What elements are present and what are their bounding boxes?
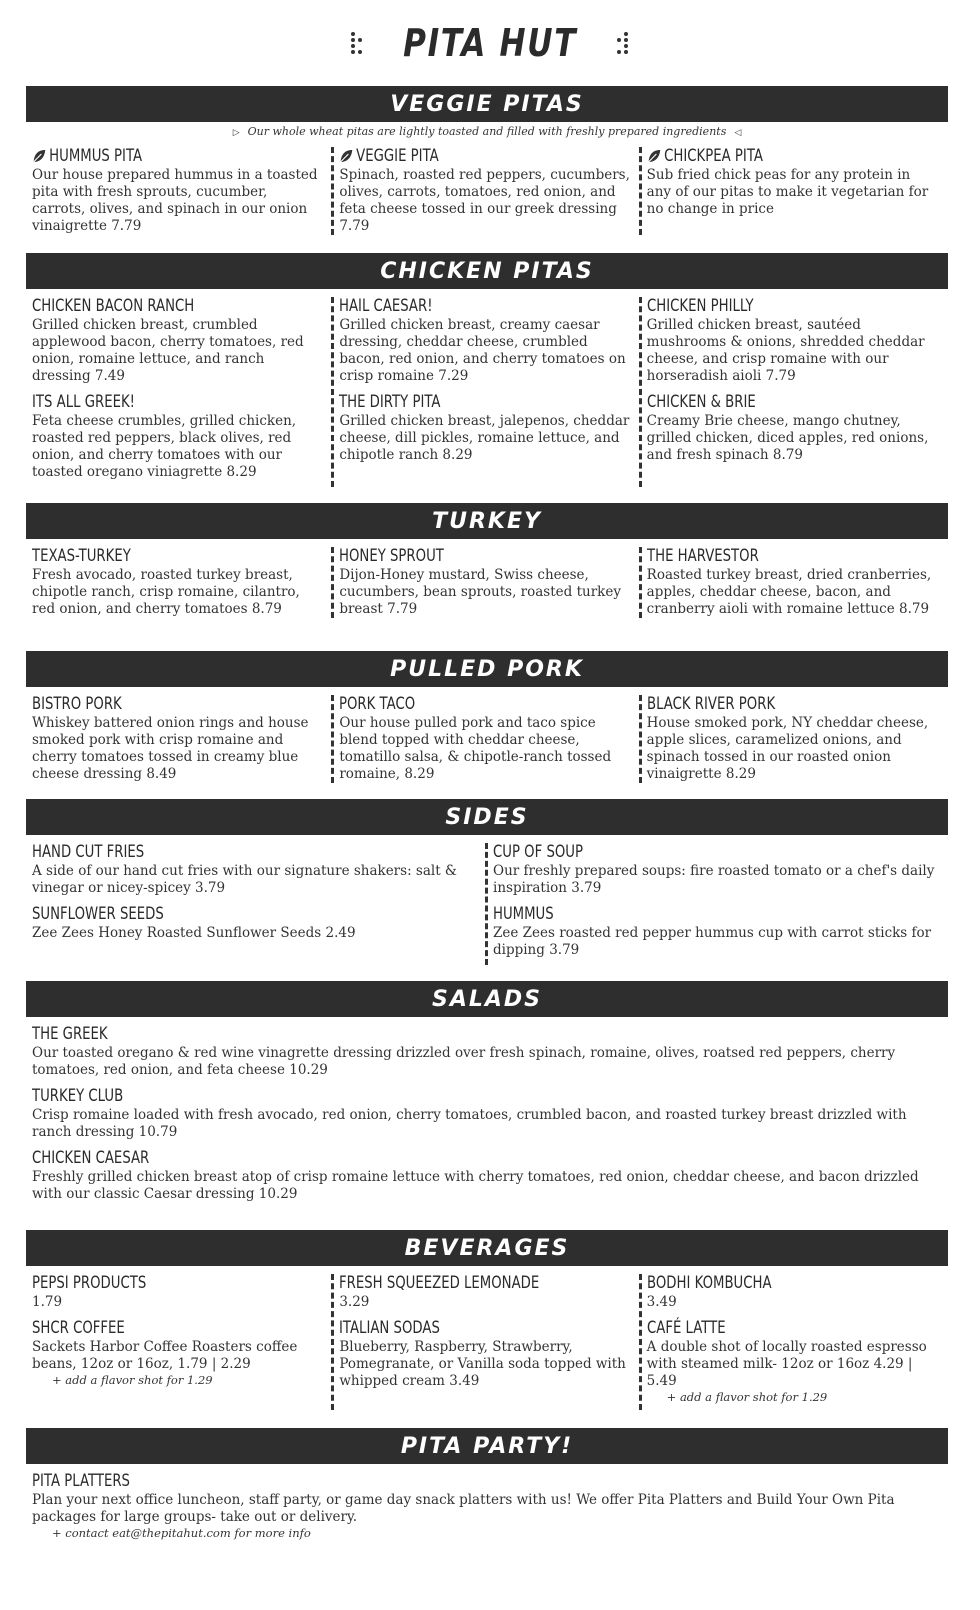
leaf-icon [339, 149, 353, 163]
menu-column [641, 1266, 948, 1414]
arrow-left-icon: ◁ [734, 128, 742, 138]
item-description: Our freshly prepared soups: fire roasted tomato or a chef's daily inspiration 3.79 [493, 863, 935, 896]
item-description: Spinach, roasted red peppers, cucumbers, olives, carrots, tomatoes, red onion, and feta cheese tossed in our greek dressing 7.79 [339, 167, 630, 234]
section-veggie-pitas [26, 86, 948, 239]
menu-column [487, 835, 948, 969]
section-beverages [26, 1230, 948, 1414]
leaf-icon [32, 149, 46, 163]
item-name: CAFÉ LATTE [646, 1318, 726, 1338]
item-name: THE HARVESTOR [646, 546, 759, 566]
item-name: BLACK RIVER PORK [646, 694, 775, 714]
menu-item [647, 1272, 938, 1311]
menu-column [26, 1266, 333, 1414]
menu-item [333, 139, 640, 239]
item-description: A double shot of locally roasted espresso with steamed milk- 12oz or 16oz 4.29 | 5.49 [646, 1339, 927, 1389]
menu-item [339, 295, 630, 385]
item-description: 3.49 [646, 1294, 677, 1310]
item-name: CUP OF SOUP [493, 842, 584, 862]
dots-ornament-icon [610, 32, 629, 54]
item-description: Blueberry, Raspberry, Strawberry, Pomegranate, or Vanilla soda topped with whipped cream 3.49 [339, 1339, 626, 1389]
item-name: TEXAS-TURKEY [32, 546, 131, 566]
leaf-icon [647, 149, 661, 163]
menu-item [333, 539, 640, 622]
item-name: HUMMUS [493, 904, 554, 924]
item-name: PORK TACO [339, 694, 416, 714]
menu-item [339, 1317, 630, 1390]
item-name: SHCR COFFEE [32, 1318, 125, 1338]
menu-item [493, 841, 938, 897]
menu-item [32, 1147, 938, 1203]
section-banner: TURKEY [26, 503, 948, 539]
menu-item [32, 391, 323, 481]
item-note: + add a flavor shot for 1.29 [666, 1390, 828, 1404]
item-description: Roasted turkey breast, dried cranberries, apples, cheddar cheese, bacon, and cranberry aioli with romaine lettuce 8.79 [646, 567, 932, 617]
menu-item [26, 1464, 948, 1544]
item-description: Grilled chicken breast, sautéed mushrooms & onions, shredded cheddar cheese, and crisp romaine with our horseradish aioli 7.79 [646, 317, 925, 384]
arrow-right-icon: ▷ [232, 128, 240, 138]
section-sides [26, 799, 948, 969]
menu-item [647, 295, 938, 385]
dots-ornament-icon [351, 32, 370, 54]
page-title: PITA HUT [403, 21, 577, 65]
menu-item [339, 1272, 630, 1311]
menu-column [333, 289, 640, 491]
item-name: FRESH SQUEEZED LEMONADE [339, 1273, 540, 1293]
menu-item [26, 139, 333, 239]
menu-item [32, 1023, 938, 1079]
item-description: Fresh avocado, roasted turkey breast, chipotle ranch, crisp romaine, cilantro, red onion, and cherry tomatoes 8.79 [32, 567, 300, 617]
item-name: CHICKPEA PITA [647, 145, 874, 167]
menu-item [493, 903, 938, 959]
menu-column [26, 835, 487, 969]
section-subtitle: ▷ Our whole wheat pitas are lightly toasted and filled with freshly prepared ingredients ◁ [232, 125, 742, 138]
item-name: CHICKEN & BRIE [646, 392, 756, 412]
section-banner: BEVERAGES [26, 1230, 948, 1266]
item-description: Our house prepared hummus in a toasted pita with fresh sprouts, cucumber, carrots, olives, and spinach in our onion vinaigrette 7.79 [32, 167, 318, 234]
menu-item [647, 391, 938, 464]
item-description: Zee Zees roasted red pepper hummus cup with carrot sticks for dipping 3.79 [493, 925, 932, 958]
menu-item [32, 1272, 323, 1311]
item-description: A side of our hand cut fries with our signature shakers: salt & vinegar or nicey-spicey 3.79 [32, 863, 457, 896]
menu-item [32, 1085, 938, 1141]
item-description: Plan your next office luncheon, staff party, or game day snack platters with us! We offer Pita Platters and Build Your Own Pita packages for large groups- take out or delivery. [32, 1492, 895, 1525]
item-name: CHICKEN CAESAR [32, 1148, 150, 1168]
item-description: 1.79 [32, 1294, 63, 1310]
item-description: Grilled chicken breast, creamy caesar dressing, cheddar cheese, crumbled bacon, red onion, and cherry tomatoes on crisp romaine 7.29 [339, 317, 626, 384]
item-description: Zee Zees Honey Roasted Sunflower Seeds 2.49 [32, 925, 356, 941]
item-description: Crisp romaine loaded with fresh avocado, red onion, cherry tomatoes, crumbled bacon, and roasted turkey breast drizzled with ranch dressing 10.79 [32, 1107, 907, 1140]
menu-column [333, 1266, 640, 1414]
menu-item [32, 295, 323, 385]
item-description: Grilled chicken breast, crumbled applewood bacon, cherry tomatoes, red onion, romaine lettuce, and ranch dressing 7.49 [32, 317, 304, 384]
item-name: HAIL CAESAR! [339, 296, 433, 316]
section-salads [26, 981, 948, 1213]
item-description: Sackets Harbor Coffee Roasters coffee beans, 12oz or 16oz, 1.79 | 2.29 [32, 1339, 298, 1372]
menu-column [641, 289, 948, 491]
item-description: Dijon-Honey mustard, Swiss cheese, cucumbers, bean sprouts, roasted turkey breast 7.79 [339, 567, 621, 617]
item-name: THE DIRTY PITA [339, 392, 441, 412]
item-description: 3.29 [339, 1294, 370, 1310]
item-name: TURKEY CLUB [32, 1086, 124, 1106]
menu-item [339, 391, 630, 464]
item-name: PEPSI PRODUCTS [32, 1273, 147, 1293]
section-banner: CHICKEN PITAS [26, 253, 948, 289]
item-name: CHICKEN BACON RANCH [32, 296, 195, 316]
item-description: Whiskey battered onion rings and house smoked pork with crisp romaine and cherry tomatoes tossed in creamy blue cheese dressing 8.49 [32, 715, 309, 782]
menu-item [641, 539, 948, 622]
item-description: Grilled chicken breast, jalepenos, cheddar cheese, dill pickles, romaine lettuce, and chipotle ranch 8.29 [339, 413, 630, 463]
item-description: House smoked pork, NY cheddar cheese, apple slices, caramelized onions, and spinach tossed in our roasted onion vinaigrette 8.29 [646, 715, 929, 782]
item-name: SUNFLOWER SEEDS [32, 904, 164, 924]
menu-item [32, 841, 477, 897]
menu-item [26, 687, 333, 787]
menu-item [26, 539, 333, 622]
menu-column [26, 1017, 948, 1213]
item-name: HAND CUT FRIES [32, 842, 145, 862]
item-name: ITS ALL GREEK! [32, 392, 135, 412]
item-name: THE GREEK [32, 1024, 108, 1044]
menu-item [32, 903, 477, 942]
section-banner: SALADS [26, 981, 948, 1017]
menu-item [641, 687, 948, 787]
section-chicken-pitas [26, 253, 948, 491]
item-note: + add a flavor shot for 1.29 [52, 1373, 213, 1387]
contact-note: + contact eat@thepitahut.com for more info [52, 1526, 311, 1540]
item-description: Feta cheese crumbles, grilled chicken, roasted red peppers, black olives, red onion, and cherry tomatoes with our toasted oregano viniagrette 8.29 [32, 413, 297, 480]
menu-item [641, 139, 948, 239]
menu-item [647, 1317, 938, 1404]
menu-header [0, 18, 980, 68]
section-pita-party [26, 1428, 948, 1544]
section-banner: PULLED PORK [26, 651, 948, 687]
item-description: Sub fried chick peas for any protein in any of our pitas to make it vegetarian for no change in price [646, 167, 929, 217]
section-banner: PITA PARTY! [26, 1428, 948, 1464]
section-turkey [26, 503, 948, 622]
menu-item [32, 1317, 323, 1387]
item-name: BODHI KOMBUCHA [646, 1273, 772, 1293]
item-name: BISTRO PORK [32, 694, 122, 714]
item-name: CHICKEN PHILLY [646, 296, 754, 316]
item-description: Creamy Brie cheese, mango chutney, grilled chicken, diced apples, red onions, and fresh spinach 8.79 [646, 413, 929, 463]
item-name: PITA PLATTERS [32, 1471, 130, 1491]
section-banner: SIDES [26, 799, 948, 835]
item-description: Our toasted oregano & red wine vinagrette dressing drizzled over fresh spinach, romaine, olives, roatsed red peppers, cherry tomatoes, red onion, and feta cheese 10.29 [32, 1045, 896, 1078]
item-name: HONEY SPROUT [339, 546, 445, 566]
item-description: Freshly grilled chicken breast atop of crisp romaine lettuce with cherry tomatoes, red onion, cheddar cheese, and bacon drizzled with our classic Caesar dressing 10.29 [32, 1169, 919, 1202]
section-pulled-pork [26, 651, 948, 787]
item-name: VEGGIE PITA [339, 145, 566, 167]
menu-column [26, 289, 333, 491]
section-banner: VEGGIE PITAS [26, 86, 948, 122]
item-description: Our house pulled pork and taco spice blend topped with cheddar cheese, tomatillo salsa, & chipotle-ranch tossed romaine, 8.29 [339, 715, 612, 782]
item-name: ITALIAN SODAS [339, 1318, 441, 1338]
item-name: HUMMUS PITA [32, 145, 259, 167]
menu-item [333, 687, 640, 787]
